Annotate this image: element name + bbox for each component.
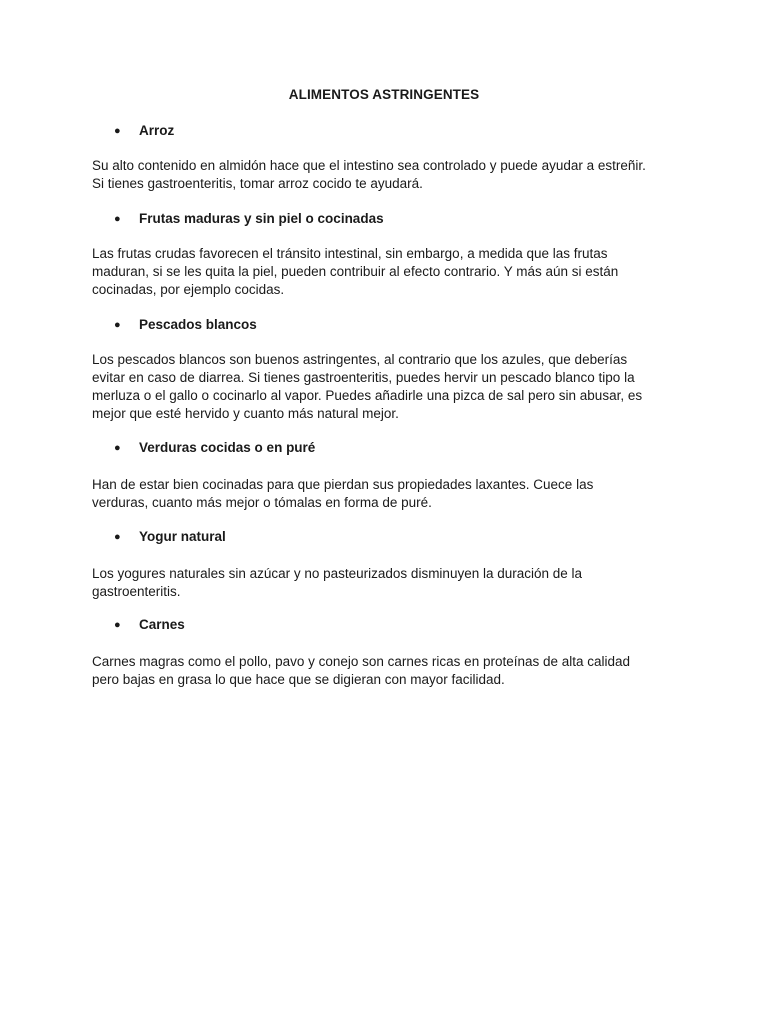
paragraph-line: Si tienes gastroenteritis, tomar arroz cocido te ayudará. xyxy=(92,176,423,191)
section-heading-pescados xyxy=(114,317,257,332)
section-heading-carnes xyxy=(114,617,185,632)
paragraph-line: Han de estar bien cocinadas para que pierdan sus propiedades laxantes. Cuece las xyxy=(92,477,594,492)
section-paragraph-arroz xyxy=(92,157,692,193)
paragraph-line: merluza o el gallo o cocinarlo al vapor. Puedes añadirle una pizca de sal pero sin abusar, es xyxy=(92,388,643,403)
paragraph-line: pero bajas en grasa lo que hace que se digieran con mayor facilidad. xyxy=(92,672,505,687)
paragraph-line: evitar en caso de diarrea. Si tienes gastroenteritis, puedes hervir un pescado blanco tipo la xyxy=(92,370,635,385)
section-heading-frutas xyxy=(114,211,384,226)
paragraph-line: Su alto contenido en almidón hace que el intestino sea controlado y puede ayudar a estreñir. xyxy=(92,158,646,173)
paragraph-line: maduran, si se les quita la piel, pueden contribuir al efecto contrario. Y más aún si están xyxy=(92,264,619,279)
bullet-icon: ● xyxy=(114,319,121,331)
section-heading-verduras xyxy=(114,440,315,455)
section-heading-label: Pescados blancos xyxy=(139,317,257,332)
bullet-icon: ● xyxy=(114,619,121,631)
bullet-icon: ● xyxy=(114,442,121,454)
section-paragraph-yogur xyxy=(92,565,692,601)
section-paragraph-verduras xyxy=(92,476,692,512)
bullet-icon: ● xyxy=(114,213,121,225)
paragraph-line: gastroenteritis. xyxy=(92,584,181,599)
paragraph-line: verduras, cuanto más mejor o tómalas en forma de puré. xyxy=(92,495,432,510)
document-title: ALIMENTOS ASTRINGENTES xyxy=(288,87,480,102)
section-heading-label: Arroz xyxy=(139,123,175,138)
bullet-icon: ● xyxy=(114,125,121,137)
section-paragraph-frutas xyxy=(92,245,692,299)
section-paragraph-carnes xyxy=(92,653,692,689)
paragraph-line: Los yogures naturales sin azúcar y no pasteurizados disminuyen la duración de la xyxy=(92,566,583,581)
section-heading-yogur xyxy=(114,529,226,544)
section-heading-arroz xyxy=(114,123,174,138)
bullet-icon: ● xyxy=(114,531,121,543)
paragraph-line: mejor que esté hervido y cuanto más natural mejor. xyxy=(92,406,399,421)
paragraph-line: Carnes magras como el pollo, pavo y conejo son carnes ricas en proteínas de alta calidad xyxy=(92,654,631,669)
paragraph-line: Los pescados blancos son buenos astringentes, al contrario que los azules, que deberías xyxy=(92,352,628,367)
section-heading-label: Yogur natural xyxy=(139,529,226,544)
paragraph-line: Las frutas crudas favorecen el tránsito intestinal, sin embargo, a medida que las frutas xyxy=(92,246,608,261)
section-heading-label: Verduras cocidas o en puré xyxy=(139,440,316,455)
section-heading-label: Carnes xyxy=(139,617,185,632)
section-paragraph-pescados xyxy=(92,351,692,423)
section-heading-label: Frutas maduras y sin piel o cocinadas xyxy=(139,211,384,226)
paragraph-line: cocinadas, por ejemplo cocidas. xyxy=(92,282,285,297)
